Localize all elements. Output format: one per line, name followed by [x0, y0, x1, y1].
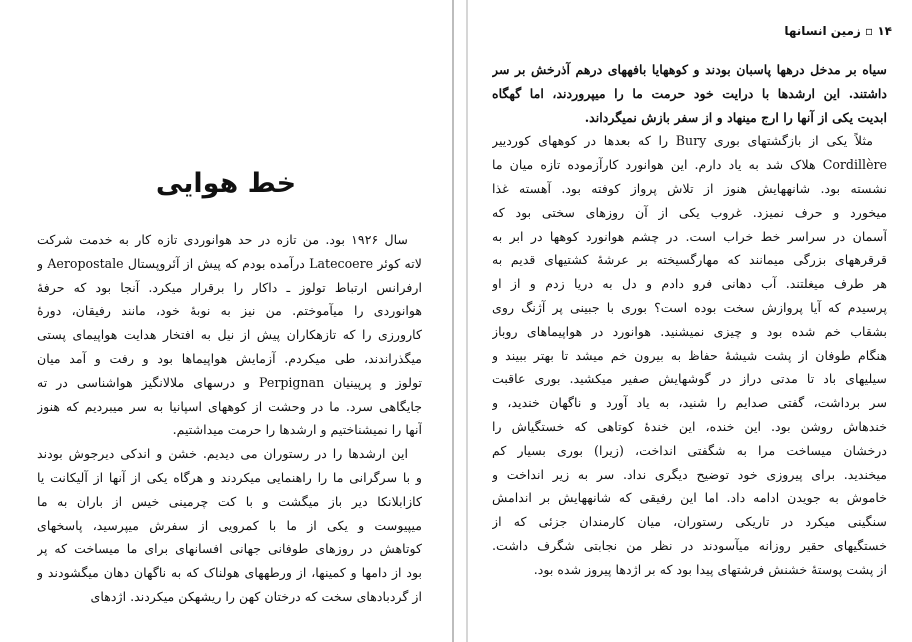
text-line: کازابلانکا دیر باز میگشت و با کت چرمینی خیس از باران به ما: [37, 493, 422, 509]
text-line: میپیوست و یکی از ما با کمرویی از سفرش میپرسید، پاسخهای: [37, 517, 422, 533]
paragraph: [492, 58, 887, 129]
text-line: هوانوردی را میآموختم. من نیز به نوبهٔ خود، مانند رفیقان، دورهٔ: [37, 303, 422, 319]
text-line: بشقاب خم شده بود و چیزی نمیشنید. هوانورد در هواپیماهای روباز: [492, 323, 887, 339]
text-line: از پشت پوستهٔ خشنش فرشتهای پیدا بود که بر اژدها پیروز شده بود.: [533, 561, 887, 577]
text-line: سیلیهای باد تا مدتی دراز در گوشهایش صفیر میکشید. بوری عاقبت: [492, 371, 887, 387]
text-line: سیاه بر مدخل درهها پاسبان بودند و کوههایا بافههای درهم آذرخش بر سر: [492, 62, 887, 77]
text-line: خستگیهای حقیر روزانه میآسودند در نظر من نجابتی شگرف داشت.: [492, 537, 887, 553]
text-line: از گردبادهای سخت که درختان کهن را ریشهکن میکردند. اژدهای: [90, 588, 422, 604]
text-line: سنگینی میکرد در تاریکی رستوران، میان کارمندان جزئی که از: [492, 514, 887, 530]
text-line: درخشان میساخت مرا به شگفتی انداخت، (زیرا) بوری بسیار کم: [492, 442, 887, 458]
text-line: و با سرگرانی ما را راهنمایی میکردند و هرگاه یکی از آنها از آلیکانت یا: [37, 469, 422, 485]
text-line: میگذراندند، طی میکردم. آزمایش هواپیماها بود و رفت و آمد میان: [37, 350, 422, 366]
text-line: هنگام طوفان از پشت شیشهٔ حفاظ به بیرون خم میشد تا بهتر ببیند و: [492, 347, 887, 363]
page-number: ۱۴: [877, 24, 892, 38]
text-line: قرقرههای بزرگی میمانند که مهارگسیخته بر عرشهٔ کشتیهای قدیم به: [492, 252, 887, 268]
text-line: بود از دامها و کمینها، از ورطههای هولناک که به ناگهان دهان میگشودند و: [37, 565, 422, 581]
text-line: میخندید. برای پیروزی خود توضیح دیگری نداد. سر به زیر انداخت و: [492, 466, 887, 482]
header-separator-icon: ▫: [865, 24, 874, 38]
text-line: سال ۱۹۲۶ بود. من تازه در حد هوانوردی تازه کار به خدمت شرکت: [37, 232, 408, 247]
text-line: داشتند. این ارشدها با درایت خود حرمت ما را میپروردند، اما گهگاه: [492, 85, 887, 101]
chapter-title: خط هوایی: [155, 168, 297, 199]
text-line: سر برداشت، گفتی صدایم را شنید، به یاد آورد و ناگهان خندید، و: [492, 395, 887, 411]
text-line: Cordillère هلاک شد به یاد دارم. این هوانورد کارآزموده تازه میان ما: [492, 157, 887, 173]
right-page-body: [492, 58, 887, 582]
running-header: [784, 24, 892, 38]
text-line: آسمان در سراسر خط خراب است. در چشم هوانورد کوهها در ابر به: [492, 228, 887, 244]
paragraph: [37, 442, 422, 609]
text-line: نشسته بود. شانههایش هنوز از تلاش پرواز کوفته بود. آهسته غذا: [492, 180, 887, 196]
text-line: خاموش به جویدن ادامه داد. اما این رفیقی که شانههایش بر اندامش: [492, 490, 887, 506]
right-page: [470, 0, 912, 642]
text-line: کوتاهش در روزهای طوفانی جهانی افسانهای برای ما میساخت که پر: [37, 541, 422, 557]
text-line: میخورد و حرف نمیزد. غروب یکی از آن روزهای سختی بود که: [492, 204, 887, 220]
text-line: ابدیت یکی از آنها را ارج مینهاد و از سفر بازش نمیگرداند.: [584, 109, 887, 125]
book-gutter-shadow: [452, 0, 454, 642]
text-line: تولوز و پرپینیان Perpignan و درسهای ملالانگیز هواشناسی در ته: [37, 374, 422, 390]
left-page-body: [37, 228, 422, 609]
book-title: زمین انسانها: [784, 24, 861, 38]
text-line: کارورزی را که تازهکاران پیش از نیل به افتخار هدایت هواپیمای پستی: [37, 327, 422, 343]
left-page: [0, 0, 452, 642]
text-line: هر طرف میغلتند. آب دهانی فرو دادم و دل به دریا زدم و از او: [492, 276, 887, 292]
text-line: ارفرانس ارتباط تولوز ـ داکار را برقرار میکرد. آنجا بود که حرفهٔ: [37, 279, 422, 295]
text-line: این ارشدها را در رستوران می دیدیم. خشن و اندکی دیرجوش بودند: [37, 446, 408, 462]
book-gutter-edge: [466, 0, 468, 642]
text-line: لاته کوئر Latecoere درآمده بودم که پیش از آئروپستال Aeropostale و: [37, 255, 422, 271]
paragraph: [37, 228, 422, 442]
text-line: پرسیدم که آیا پروازش سخت بوده است؟ بوری با جبینی پر آژنگ روی: [492, 299, 887, 315]
text-line: مثلاً یکی از بازگشتهای بوری Bury را که بعدها در کوههای کوردییر: [492, 133, 873, 149]
text-line: خندهاش روشن بود. این خنده، این خندهٔ کوتاهی که خستگیاش را: [492, 418, 887, 434]
text-line: جایگاهی سرد. ما در وحشت از کوههای اسپانیا به سر میبردیم که هنوز: [37, 398, 422, 414]
text-line: آنها را نمیشناختیم و ارشدها را حرمت میداشتیم.: [172, 422, 422, 438]
paragraph: [492, 129, 887, 581]
